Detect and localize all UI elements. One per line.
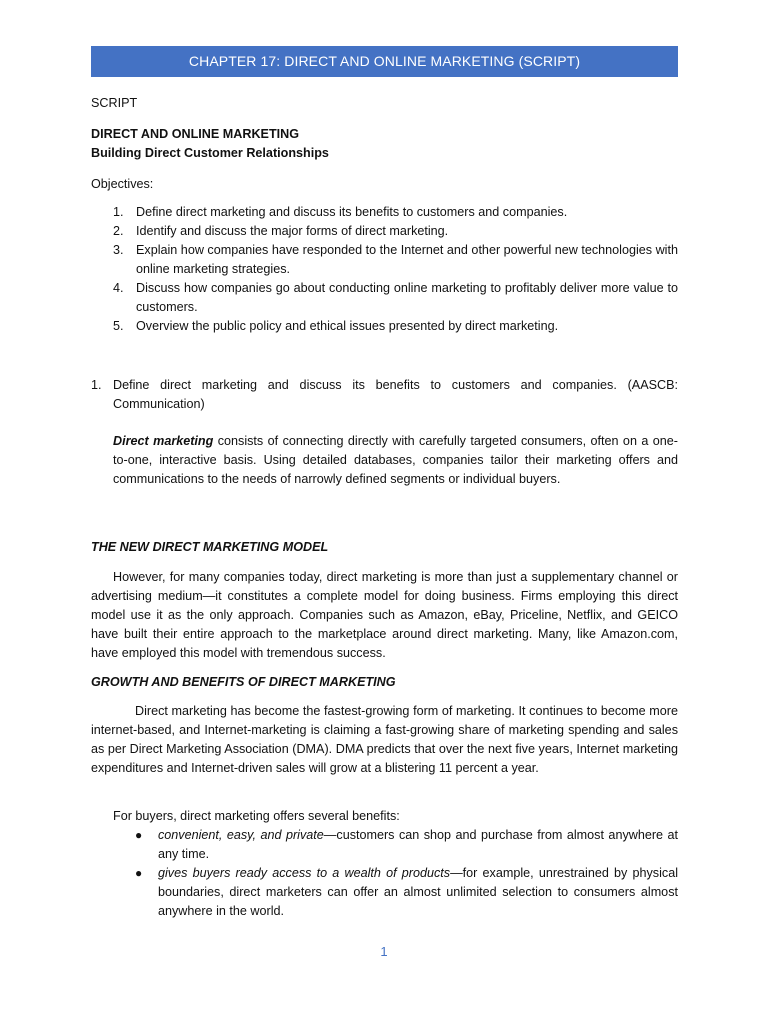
objective-number: 5. [113, 319, 124, 333]
script-label: SCRIPT [91, 96, 138, 110]
objective-text: Overview the public policy and ethical issues presented by direct marketing. [136, 319, 559, 333]
chapter-title-banner [91, 46, 678, 77]
objective-text: Define direct marketing and discuss its benefits to customers and companies. [136, 205, 568, 219]
definition-text: consists of connecting directly with carefully targeted consumers, often on a one-to-one, interactive basis. Using detailed databases, companies tailor their marketing offers and communications to the needs of narrowly defined segments or individual buyers. [113, 434, 678, 486]
benefit-term: gives buyers ready access to a wealth of products [158, 866, 451, 880]
objective-number: 4. [113, 281, 124, 295]
objective-number: 3. [113, 243, 124, 257]
objective-number: 1. [113, 205, 124, 219]
section-1 [91, 376, 678, 489]
bullet-icon: ● [135, 828, 143, 842]
section-heading: Define direct marketing and discuss its benefits to customers and companies. (AASCB: Communication) [113, 378, 678, 411]
objectives-list [91, 203, 678, 336]
buyers-intro: For buyers, direct marketing offers several benefits: [113, 809, 400, 823]
growth-heading: GROWTH AND BENEFITS OF DIRECT MARKETING [91, 675, 396, 689]
page-number: 1 [380, 944, 388, 959]
objective-text: Explain how companies have responded to the Internet and other powerful new technologies with online marketing strategies. [136, 243, 678, 276]
objective-item [91, 279, 678, 317]
bullet-icon: ● [135, 866, 143, 880]
benefits-list [91, 826, 678, 921]
objectives-label: Objectives: [91, 177, 154, 191]
objective-text: Discuss how companies go about conducting online marketing to profitably deliver more value to customers. [136, 281, 678, 314]
model-heading: THE NEW DIRECT MARKETING MODEL [91, 540, 329, 554]
benefit-text: —for example, unrestrained by physical boundaries, direct marketers can offer an almost unlimited selection to consumers almost anywhere in the world. [158, 866, 679, 918]
objective-number: 2. [113, 224, 124, 238]
benefit-term: convenient, easy, and private [158, 828, 324, 842]
objective-item [91, 241, 678, 279]
document-subtitle: Building Direct Customer Relationships [91, 146, 329, 160]
objective-item [91, 317, 678, 336]
objective-item [91, 203, 678, 222]
definition-term: Direct marketing [113, 434, 214, 448]
section-number: 1. [91, 378, 102, 392]
benefit-item [91, 826, 678, 864]
growth-paragraph: Direct marketing has become the fastest-growing form of marketing. It continues to become more internet-based, and Internet-marketing is claiming a fast-growing share of marketing spending and sales as per Direct Marketing Association (DMA). DMA predicts that over the next five years, Internet marketing expenditures and Internet-driven sales will grow at a blistering 11 percent a year. [91, 704, 678, 775]
document-title: DIRECT AND ONLINE MARKETING [91, 127, 300, 141]
model-paragraph: However, for many companies today, direct marketing is more than just a supplementary channel or advertising medium—it constitutes a complete model for doing business. Firms employing this direct model use it as the only approach. Companies such as Amazon, eBay, Priceline, Netflix, and GEICO have built their entire approach to the marketplace around direct marketing. Many, like Amazon.com, have employed this model with tremendous success. [91, 570, 678, 660]
objective-text: Identify and discuss the major forms of direct marketing. [136, 224, 449, 238]
benefit-text: —customers can shop and purchase from almost anywhere at any time. [158, 828, 679, 861]
chapter-title: CHAPTER 17: DIRECT AND ONLINE MARKETING (SCRIPT) [188, 53, 581, 69]
definition-paragraph [113, 432, 678, 489]
benefit-item [91, 864, 678, 921]
objective-item [91, 222, 678, 241]
